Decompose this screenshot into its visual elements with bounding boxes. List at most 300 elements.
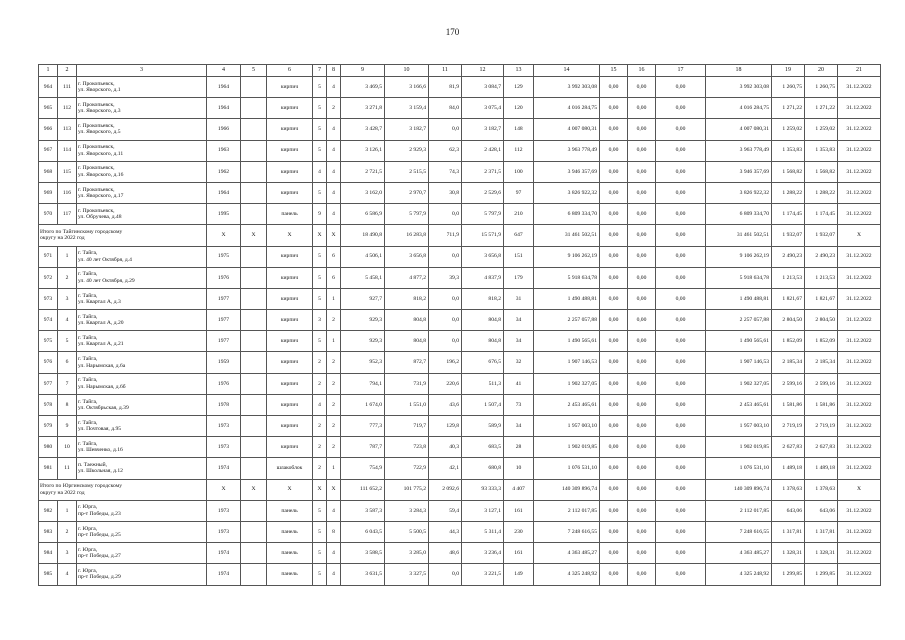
- cell-col-17: 0,00: [656, 521, 706, 542]
- address: [77, 161, 207, 182]
- cell-col-12: 818,2: [462, 288, 504, 309]
- cell-col-11: 44,3: [429, 521, 462, 542]
- cell-col-7: 5: [313, 500, 327, 521]
- sub-number: 7: [58, 373, 77, 394]
- cell-col-10: 4 877,2: [385, 267, 429, 288]
- cell-col-7: 5: [313, 77, 327, 98]
- address-city: г. Тайга,: [78, 419, 98, 426]
- cell-col-14: 7 248 616,55: [534, 521, 600, 542]
- cell-col-16: 0,00: [628, 182, 656, 203]
- address-city: г. Юрга,: [78, 546, 98, 553]
- cell-col-12: 5 311,4: [462, 521, 504, 542]
- address-city: г. Тайга,: [78, 377, 98, 384]
- cell-col-8: 4: [327, 77, 341, 98]
- year-built: 1959: [207, 352, 241, 373]
- cell-col-15: 0,00: [600, 352, 628, 373]
- year-built: X: [207, 479, 241, 500]
- year-built: 1974: [207, 564, 241, 585]
- cell-col-18: 31 461 502,51: [706, 225, 772, 246]
- cell-col-19: 1 581,86: [772, 394, 805, 415]
- cell-col-12: 5 797,9: [462, 204, 504, 225]
- year-built: 1976: [207, 373, 241, 394]
- cell-col-11: 81,9: [429, 77, 462, 98]
- table-row: [39, 77, 881, 98]
- table-row: [39, 246, 881, 267]
- completion-date: 31.12.2022: [838, 416, 881, 437]
- sub-number: 1: [58, 500, 77, 521]
- year-built: 1973: [207, 500, 241, 521]
- cell-col-20: 1 288,22: [805, 182, 838, 203]
- total-row: [39, 225, 881, 246]
- cell-col-15: 0,00: [600, 394, 628, 415]
- cell-col-18: 4 016 284,75: [706, 98, 772, 119]
- cell-col-11: 43,6: [429, 394, 462, 415]
- cell-col-5: [241, 182, 267, 203]
- table-body: [39, 65, 881, 586]
- cell-col-8: 4: [327, 182, 341, 203]
- cell-col-12: 3 127,1: [462, 500, 504, 521]
- cell-col-20: 1 213,53: [805, 267, 838, 288]
- cell-col-19: 1 174,45: [772, 204, 805, 225]
- completion-date: 31.12.2022: [838, 204, 881, 225]
- cell-col-15: 0,00: [600, 437, 628, 458]
- cell-col-8: 1: [327, 288, 341, 309]
- address-street: ул. Октябрьская, д.39: [78, 404, 129, 411]
- table-row: [39, 267, 881, 288]
- cell-col-5: [241, 458, 267, 479]
- cell-col-18: 3 826 922,32: [706, 182, 772, 203]
- cell-col-12: 3 084,7: [462, 77, 504, 98]
- address: [77, 564, 207, 585]
- cell-col-9: 5 458,1: [341, 267, 385, 288]
- cell-col-13: 41: [504, 373, 534, 394]
- year-built: 1964: [207, 77, 241, 98]
- wall-material: панель: [267, 564, 313, 585]
- cell-col-15: 0,00: [600, 182, 628, 203]
- cell-col-14: 3 963 778,49: [534, 140, 600, 161]
- cell-col-17: 0,00: [656, 182, 706, 203]
- cell-col-10: 3 284,3: [385, 500, 429, 521]
- cell-col-7: X: [313, 479, 327, 500]
- cell-col-11: 2 092,6: [429, 479, 462, 500]
- total-row: [39, 479, 881, 500]
- cell-col-12: 4 837,9: [462, 267, 504, 288]
- cell-col-10: 2 515,5: [385, 161, 429, 182]
- table-row: [39, 458, 881, 479]
- address: [77, 310, 207, 331]
- cell-col-13: 31: [504, 288, 534, 309]
- address: [77, 182, 207, 203]
- cell-col-13: 10: [504, 458, 534, 479]
- cell-col-8: 2: [327, 352, 341, 373]
- cell-col-9: 754,9: [341, 458, 385, 479]
- address-city: г. Тайга,: [78, 313, 98, 320]
- cell-col-12: 3 656,8: [462, 246, 504, 267]
- cell-col-19: 2 627,83: [772, 437, 805, 458]
- address-street: ул. Нарымская, д.6б: [78, 383, 126, 390]
- cell-col-10: 872,7: [385, 352, 429, 373]
- column-header: 1: [39, 65, 58, 77]
- cell-col-7: 5: [313, 119, 327, 140]
- address-city: г. Прокопьевск,: [78, 165, 115, 172]
- cell-col-18: 3 992 303,08: [706, 77, 772, 98]
- sub-number: 117: [58, 204, 77, 225]
- year-built: 1977: [207, 288, 241, 309]
- address-street: ул. Квартал А, д.20: [78, 320, 124, 327]
- address-street: ул. Яворского, д.11: [78, 150, 124, 157]
- year-built: 1974: [207, 458, 241, 479]
- cell-col-5: [241, 119, 267, 140]
- cell-col-15: 0,00: [600, 119, 628, 140]
- address-city: г. Прокопьевск,: [78, 123, 115, 130]
- cell-col-8: 4: [327, 564, 341, 585]
- cell-col-12: 3 075,4: [462, 98, 504, 119]
- cell-col-14: 2 453 465,61: [534, 394, 600, 415]
- cell-col-17: 0,00: [656, 119, 706, 140]
- cell-col-7: 5: [313, 564, 327, 585]
- cell-col-11: 74,3: [429, 161, 462, 182]
- cell-col-10: 3 285,0: [385, 543, 429, 564]
- cell-col-20: 1 353,83: [805, 140, 838, 161]
- cell-col-20: 2 804,50: [805, 310, 838, 331]
- cell-col-9: 794,1: [341, 373, 385, 394]
- completion-date: 31.12.2022: [838, 521, 881, 542]
- cell-col-5: [241, 246, 267, 267]
- cell-col-20: 1 259,02: [805, 119, 838, 140]
- cell-col-9: 927,7: [341, 288, 385, 309]
- cell-col-18: 2 257 057,88: [706, 310, 772, 331]
- cell-col-10: 723,8: [385, 437, 429, 458]
- cell-col-12: 676,5: [462, 352, 504, 373]
- cell-col-11: 196,2: [429, 352, 462, 373]
- cell-col-9: 929,3: [341, 310, 385, 331]
- address-street: ул. Школьная, д.12: [78, 468, 123, 475]
- column-header-row: [39, 65, 881, 77]
- cell-col-7: 2: [313, 352, 327, 373]
- total-label-line-2: округу на 2022 год: [40, 489, 85, 496]
- cell-col-12: 2 428,1: [462, 140, 504, 161]
- address: [77, 437, 207, 458]
- cell-col-7: 4: [313, 394, 327, 415]
- sub-number: 112: [58, 98, 77, 119]
- cell-col-16: 0,00: [628, 77, 656, 98]
- cell-col-16: 0,00: [628, 458, 656, 479]
- cell-col-9: 787,7: [341, 437, 385, 458]
- wall-material: панель: [267, 543, 313, 564]
- address-street: ул. 40 лет Октября, д.4: [78, 256, 132, 263]
- cell-col-9: 4 506,1: [341, 246, 385, 267]
- column-header: 11: [429, 65, 462, 77]
- cell-col-12: 680,8: [462, 458, 504, 479]
- cell-col-5: [241, 288, 267, 309]
- cell-col-8: X: [327, 225, 341, 246]
- wall-material: кирпич: [267, 161, 313, 182]
- cell-col-10: 719,7: [385, 416, 429, 437]
- column-header: 20: [805, 65, 838, 77]
- cell-col-11: 62,3: [429, 140, 462, 161]
- cell-col-12: 93 333,3: [462, 479, 504, 500]
- cell-col-17: 0,00: [656, 500, 706, 521]
- cell-col-8: 2: [327, 394, 341, 415]
- cell-col-16: 0,00: [628, 479, 656, 500]
- sub-number: 115: [58, 161, 77, 182]
- table-row: [39, 140, 881, 161]
- cell-col-10: 804,8: [385, 331, 429, 352]
- cell-col-20: 2 627,83: [805, 437, 838, 458]
- cell-col-17: 0,00: [656, 437, 706, 458]
- cell-col-15: 0,00: [600, 267, 628, 288]
- year-built: 1964: [207, 98, 241, 119]
- address-city: г. Юрга,: [78, 504, 98, 511]
- cell-col-11: 40,3: [429, 437, 462, 458]
- cell-col-16: 0,00: [628, 119, 656, 140]
- completion-date: 31.12.2022: [838, 98, 881, 119]
- cell-col-20: 1 489,18: [805, 458, 838, 479]
- cell-col-19: 1 328,31: [772, 543, 805, 564]
- address-street: ул. Шевченко, д.16: [78, 447, 123, 454]
- cell-col-15: 0,00: [600, 521, 628, 542]
- cell-col-14: 31 461 502,51: [534, 225, 600, 246]
- cell-col-19: 2 719,19: [772, 416, 805, 437]
- cell-col-17: 0,00: [656, 352, 706, 373]
- address-city: г. Прокопьевск,: [78, 207, 115, 214]
- cell-col-11: 220,6: [429, 373, 462, 394]
- wall-material: кирпич: [267, 331, 313, 352]
- cell-col-18: 9 106 262,19: [706, 246, 772, 267]
- cell-col-18: 2 453 465,61: [706, 394, 772, 415]
- cell-col-11: 30,8: [429, 182, 462, 203]
- cell-col-11: 0,0: [429, 331, 462, 352]
- cell-col-17: 0,00: [656, 204, 706, 225]
- cell-col-5: [241, 77, 267, 98]
- cell-col-14: 4 363 485,27: [534, 543, 600, 564]
- cell-col-9: 3 588,5: [341, 543, 385, 564]
- cell-col-13: 34: [504, 416, 534, 437]
- sub-number: 4: [58, 564, 77, 585]
- row-number: 972: [39, 267, 58, 288]
- cell-col-7: 5: [313, 182, 327, 203]
- cell-col-9: 111 652,2: [341, 479, 385, 500]
- cell-col-11: 84,0: [429, 98, 462, 119]
- cell-col-9: 3 587,3: [341, 500, 385, 521]
- cell-col-10: 3 656,8: [385, 246, 429, 267]
- wall-material: кирпич: [267, 98, 313, 119]
- cell-col-5: [241, 161, 267, 182]
- cell-col-15: 0,00: [600, 77, 628, 98]
- cell-col-16: 0,00: [628, 246, 656, 267]
- cell-col-10: 2 970,7: [385, 182, 429, 203]
- cell-col-10: 3 166,6: [385, 77, 429, 98]
- completion-date: 31.12.2022: [838, 182, 881, 203]
- column-header: 12: [462, 65, 504, 77]
- sub-number: 8: [58, 394, 77, 415]
- cell-col-13: 32: [504, 352, 534, 373]
- address-street: пр-т Победы, д.23: [78, 510, 121, 517]
- address: [77, 416, 207, 437]
- address: [77, 543, 207, 564]
- cell-col-15: 0,00: [600, 458, 628, 479]
- cell-col-13: 34: [504, 310, 534, 331]
- sub-number: 111: [58, 77, 77, 98]
- cell-col-11: 0,0: [429, 204, 462, 225]
- address: [77, 458, 207, 479]
- sub-number: 113: [58, 119, 77, 140]
- wall-material: кирпич: [267, 416, 313, 437]
- cell-col-9: 18 490,8: [341, 225, 385, 246]
- cell-col-12: 683,5: [462, 437, 504, 458]
- cell-col-13: 647: [504, 225, 534, 246]
- cell-col-14: 1 902 019,85: [534, 437, 600, 458]
- sub-number: 6: [58, 352, 77, 373]
- cell-col-11: 39,3: [429, 267, 462, 288]
- cell-col-7: 5: [313, 521, 327, 542]
- row-number: 983: [39, 521, 58, 542]
- cell-col-9: 3 428,7: [341, 119, 385, 140]
- cell-col-7: 9: [313, 204, 327, 225]
- cell-col-19: 2 490,23: [772, 246, 805, 267]
- cell-col-7: 5: [313, 98, 327, 119]
- completion-date: 31.12.2022: [838, 161, 881, 182]
- sub-number: 2: [58, 267, 77, 288]
- cell-col-16: 0,00: [628, 288, 656, 309]
- cell-col-7: 5: [313, 543, 327, 564]
- sub-number: 4: [58, 310, 77, 331]
- cell-col-10: 3 182,7: [385, 119, 429, 140]
- cell-col-10: 16 283,8: [385, 225, 429, 246]
- cell-col-20: 1 568,82: [805, 161, 838, 182]
- cell-col-17: 0,00: [656, 140, 706, 161]
- cell-col-20: 2 719,19: [805, 416, 838, 437]
- address-street: ул. Яворского, д.17: [78, 193, 124, 200]
- sub-number: 10: [58, 437, 77, 458]
- wall-material: кирпич: [267, 394, 313, 415]
- cell-col-19: 643,06: [772, 500, 805, 521]
- address-street: ул. Квартал А, д.3: [78, 298, 121, 305]
- table-row: [39, 331, 881, 352]
- address-street: ул. Яворского, д.3: [78, 108, 121, 115]
- table-row: [39, 119, 881, 140]
- cell-col-14: 1 902 327,05: [534, 373, 600, 394]
- column-header: 9: [341, 65, 385, 77]
- column-header: 7: [313, 65, 327, 77]
- column-header: 15: [600, 65, 628, 77]
- cell-col-14: 4 007 080,31: [534, 119, 600, 140]
- wall-material: кирпич: [267, 246, 313, 267]
- column-header: 10: [385, 65, 429, 77]
- row-number: 984: [39, 543, 58, 564]
- cell-col-13: 100: [504, 161, 534, 182]
- completion-date: X: [838, 479, 881, 500]
- cell-col-10: 731,9: [385, 373, 429, 394]
- cell-col-13: 97: [504, 182, 534, 203]
- address: [77, 288, 207, 309]
- cell-col-9: 3 631,5: [341, 564, 385, 585]
- cell-col-15: 0,00: [600, 416, 628, 437]
- wall-material: панель: [267, 204, 313, 225]
- cell-col-20: 1 299,85: [805, 564, 838, 585]
- cell-col-5: [241, 352, 267, 373]
- cell-col-12: 3 182,7: [462, 119, 504, 140]
- cell-col-20: 1 271,22: [805, 98, 838, 119]
- table-row: [39, 204, 881, 225]
- cell-col-18: 140 309 896,74: [706, 479, 772, 500]
- address-street: ул. Обручева, д.48: [78, 214, 122, 221]
- sub-number: 2: [58, 521, 77, 542]
- cell-col-14: 2 112 017,85: [534, 500, 600, 521]
- cell-col-7: 5: [313, 331, 327, 352]
- row-number: 976: [39, 352, 58, 373]
- cell-col-15: 0,00: [600, 331, 628, 352]
- cell-col-10: 3 159,4: [385, 98, 429, 119]
- cell-col-20: 1 260,75: [805, 77, 838, 98]
- cell-col-15: 0,00: [600, 479, 628, 500]
- wall-material: панель: [267, 521, 313, 542]
- cell-col-14: 1 076 531,10: [534, 458, 600, 479]
- cell-col-19: 2 185,34: [772, 352, 805, 373]
- cell-col-14: 3 946 357,69: [534, 161, 600, 182]
- address-street: ул. 40 лет Октября, д.29: [78, 277, 135, 284]
- completion-date: 31.12.2022: [838, 373, 881, 394]
- cell-col-8: 4: [327, 119, 341, 140]
- cell-col-20: 2 490,23: [805, 246, 838, 267]
- cell-col-8: 6: [327, 267, 341, 288]
- cell-col-19: 1 288,22: [772, 182, 805, 203]
- cell-col-18: 6 809 334,70: [706, 204, 772, 225]
- cell-col-14: 9 106 262,19: [534, 246, 600, 267]
- cell-col-9: 3 126,1: [341, 140, 385, 161]
- cell-col-18: 4 325 248,92: [706, 564, 772, 585]
- cell-col-16: 0,00: [628, 564, 656, 585]
- cell-col-20: 1 328,31: [805, 543, 838, 564]
- total-label: [39, 479, 207, 500]
- completion-date: 31.12.2022: [838, 500, 881, 521]
- cell-col-13: 4 407: [504, 479, 534, 500]
- total-label-line-1: Итого по Тайгинскому городскому: [40, 229, 123, 235]
- cell-col-18: 1 902 327,05: [706, 373, 772, 394]
- cell-col-15: 0,00: [600, 543, 628, 564]
- cell-col-9: 952,3: [341, 352, 385, 373]
- address-city: г. Прокопьевск,: [78, 186, 115, 193]
- cell-col-19: 1 299,85: [772, 564, 805, 585]
- cell-col-15: 0,00: [600, 500, 628, 521]
- row-number: 968: [39, 161, 58, 182]
- cell-col-14: 2 257 057,88: [534, 310, 600, 331]
- cell-col-16: 0,00: [628, 500, 656, 521]
- column-header: 8: [327, 65, 341, 77]
- year-built: 1975: [207, 246, 241, 267]
- cell-col-20: 2 599,16: [805, 373, 838, 394]
- cell-col-16: 0,00: [628, 543, 656, 564]
- cell-col-13: 112: [504, 140, 534, 161]
- address-street: ул. Нарымская, д.6а: [78, 362, 126, 369]
- table-row: [39, 182, 881, 203]
- cell-col-17: 0,00: [656, 373, 706, 394]
- cell-col-18: 3 963 778,49: [706, 140, 772, 161]
- cell-col-13: 148: [504, 119, 534, 140]
- table-row: [39, 352, 881, 373]
- cell-col-19: 1 259,02: [772, 119, 805, 140]
- cell-col-14: 1 957 003,10: [534, 416, 600, 437]
- year-built: 1977: [207, 310, 241, 331]
- wall-material: кирпич: [267, 288, 313, 309]
- cell-col-13: 230: [504, 521, 534, 542]
- year-built: 1977: [207, 331, 241, 352]
- cell-col-19: 2 804,50: [772, 310, 805, 331]
- address-city: г. Прокопьевск,: [78, 144, 115, 151]
- row-number: 966: [39, 119, 58, 140]
- address: [77, 352, 207, 373]
- cell-col-15: 0,00: [600, 373, 628, 394]
